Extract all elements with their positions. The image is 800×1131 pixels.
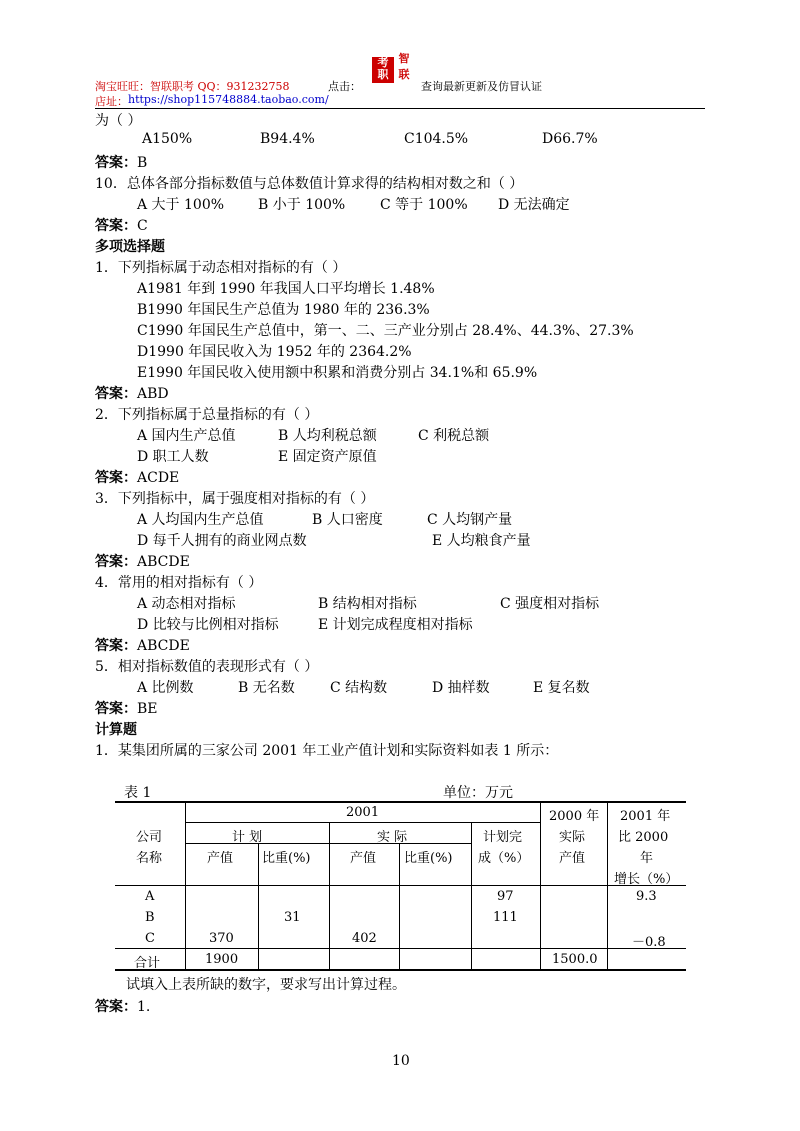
th-actual-output: 产值 [350, 851, 377, 866]
m3-option-a: A 人均国内生产总值 [137, 512, 264, 528]
answer-label: 答案： [95, 999, 137, 1015]
q9-answer [95, 152, 147, 172]
th-growth-2: 比 2000 [618, 830, 669, 845]
answer-value: ABCDE [137, 554, 190, 570]
answer-value: ACDE [137, 470, 180, 486]
table-rule-2001 [185, 822, 540, 823]
header-query-link[interactable]: 查询最新更新及仿冒认证 [421, 80, 542, 93]
td-company-name: C [145, 931, 155, 946]
m1-option-c: C1990 年国民生产总值中，第一、二、三产业分别占 28.4%、44.3%、27.3% [137, 323, 634, 339]
header-click-label: 点击： [328, 80, 361, 93]
m3-option-d: D 每千人拥有的商业网点数 [137, 533, 307, 549]
answer-value: B [137, 155, 148, 171]
answer-label: 答案： [95, 554, 137, 570]
m4-option-c: C 强度相对指标 [500, 596, 600, 612]
table-vline [607, 802, 608, 970]
q9-option-c: C104.5% [404, 131, 469, 147]
q10-option-c: C 等于 100% [380, 197, 468, 213]
m3-answer [95, 551, 190, 571]
th-actual-share: 比重(%) [404, 851, 453, 866]
answer-value: C [137, 218, 148, 234]
table-vline [540, 802, 541, 970]
m1-answer [95, 383, 169, 403]
table-rule-plan [185, 843, 471, 844]
td-plan-output: 370 [209, 931, 234, 946]
table-vline [185, 802, 186, 970]
m2-option-a: A 国内生产总值 [137, 428, 236, 444]
table-top-rule [115, 801, 686, 803]
logo-badge [372, 57, 394, 83]
m2-option-e: E 固定资产原值 [278, 449, 377, 465]
m4-option-b: B 结构相对指标 [318, 596, 417, 612]
q10-answer [95, 215, 148, 235]
td-company-name: A [145, 889, 155, 904]
td-total-label: 合计 [134, 956, 161, 971]
answer-label: 答案： [95, 155, 137, 171]
th-2000-3: 产值 [559, 851, 586, 866]
th-actual: 实 际 [377, 830, 408, 845]
answer-value: BE [137, 701, 158, 717]
answer-label: 答案： [95, 386, 137, 402]
c1-instruction: 试填入上表所缺的数字，要求写出计算过程。 [126, 977, 406, 993]
answer-value: ABCDE [137, 638, 190, 654]
table-head-rule [115, 885, 686, 886]
th-growth-1: 2001 年 [620, 809, 671, 824]
logo-right-text: 智联 [398, 52, 410, 81]
th-company-1: 公司 [136, 830, 163, 845]
m1-option-d: D1990 年国民收入为 1952 年的 2364.2% [137, 344, 412, 360]
answer-label: 答案： [95, 218, 137, 234]
th-2000-1: 2000 年 [549, 809, 600, 824]
th-plan: 计 划 [232, 830, 263, 845]
m4-stem: 4．常用的相对指标有（ ） [95, 575, 263, 591]
td-growth: －0.8 [632, 935, 666, 950]
q10-option-a: A 大于 100% [137, 197, 225, 213]
section-title-multi: 多项选择题 [95, 239, 165, 255]
m2-answer [95, 467, 179, 487]
c1-answer [95, 996, 150, 1016]
answer-label: 答案： [95, 701, 137, 717]
m1-option-a: A1981 年到 1990 年我国人口平均增长 1.48% [137, 281, 435, 297]
td-growth: 9.3 [636, 889, 657, 904]
q9-stem: 为（ ） [95, 113, 142, 129]
th-company-2: 名称 [136, 851, 163, 866]
m3-option-b: B 人口密度 [312, 512, 383, 528]
q9-option-b: B94.4% [260, 131, 315, 147]
table-bottom-rule [115, 969, 686, 971]
logo-top-char: 考 [377, 56, 389, 69]
m3-option-c: C 人均钢产量 [427, 512, 513, 528]
m3-stem: 3．下列指标中，属于强度相对指标的有（ ） [95, 491, 375, 507]
th-completion-2: 成（%） [478, 851, 530, 866]
td-plan-share: 31 [284, 910, 301, 925]
header-shop-url-label: 店址： [95, 95, 128, 108]
m5-stem: 5．相对指标数值的表现形式有（ ） [95, 659, 319, 675]
header-shop-url[interactable]: https://shop115748884.taobao.com/ [128, 93, 329, 106]
td-completion: 111 [493, 910, 518, 925]
th-completion-1: 计划完 [483, 830, 523, 845]
m3-option-e: E 人均粮食产量 [432, 533, 531, 549]
q9-option-a: A150% [142, 131, 193, 147]
table-vline [258, 843, 259, 970]
q9-option-d: D66.7% [542, 131, 598, 147]
m5-option-b: B 无名数 [238, 680, 295, 696]
m2-option-c: C 利税总额 [418, 428, 490, 444]
table-vline [471, 822, 472, 970]
c1-stem: 1．某集团所属的三家公司 2001 年工业产值计划和实际资料如表 1 所示： [95, 743, 559, 759]
m5-answer [95, 698, 158, 718]
m4-option-e: E 计划完成程度相对指标 [318, 617, 473, 633]
th-2000-2: 实际 [559, 830, 586, 845]
th-plan-output: 产值 [207, 851, 234, 866]
m1-option-e: E1990 年国民收入使用额中积累和消费分别占 34.1%和 65.9% [137, 365, 538, 381]
answer-label: 答案： [95, 470, 137, 486]
answer-value: 1. [137, 999, 151, 1015]
logo[interactable] [372, 51, 416, 85]
td-completion: 97 [497, 889, 514, 904]
table-total-rule [115, 948, 686, 949]
td-actual-output: 402 [352, 931, 377, 946]
td-total-plan-output: 1900 [205, 952, 239, 967]
answer-value: ABD [137, 386, 169, 402]
m1-option-b: B1990 年国民生产总值为 1980 年的 236.3% [137, 302, 430, 318]
table-unit: 单位：万元 [443, 785, 513, 801]
m5-option-d: D 抽样数 [432, 680, 490, 696]
td-company-name: B [145, 910, 155, 925]
q10-stem: 10．总体各部分指标数值与总体数值计算求得的结构相对数之和（ ） [95, 176, 524, 192]
m5-option-a: A 比例数 [137, 680, 194, 696]
m4-option-d: D 比较与比例相对指标 [137, 617, 279, 633]
m2-stem: 2．下列指标属于总量指标的有（ ） [95, 407, 319, 423]
th-growth-3: 年 [640, 851, 654, 866]
q10-option-b: B 小于 100% [258, 197, 346, 213]
th-year-2001: 2001 [346, 805, 380, 820]
table-caption: 表 1 [124, 785, 152, 801]
logo-bottom-char: 职 [377, 68, 389, 81]
table-vline [399, 843, 400, 970]
answer-label: 答案： [95, 638, 137, 654]
m4-option-a: A 动态相对指标 [137, 596, 236, 612]
m2-option-b: B 人均利税总额 [278, 428, 377, 444]
q10-option-d: D 无法确定 [498, 197, 570, 213]
m5-option-c: C 结构数 [330, 680, 388, 696]
th-plan-share: 比重(%) [262, 851, 311, 866]
th-growth-4: 增长（%） [614, 872, 679, 887]
m1-stem: 1．下列指标属于动态相对指标的有（ ） [95, 260, 347, 276]
header-divider [95, 108, 705, 109]
table-vline [329, 822, 330, 970]
m5-option-e: E 复名数 [533, 680, 590, 696]
m4-answer [95, 635, 190, 655]
m2-option-d: D 职工人数 [137, 449, 209, 465]
section-title-calc: 计算题 [95, 722, 137, 738]
page-number: 10 [392, 1053, 410, 1069]
td-total-2000: 1500.0 [552, 952, 598, 967]
header-shop-name: 淘宝旺旺：智联职考 QQ：931232758 [95, 80, 290, 93]
